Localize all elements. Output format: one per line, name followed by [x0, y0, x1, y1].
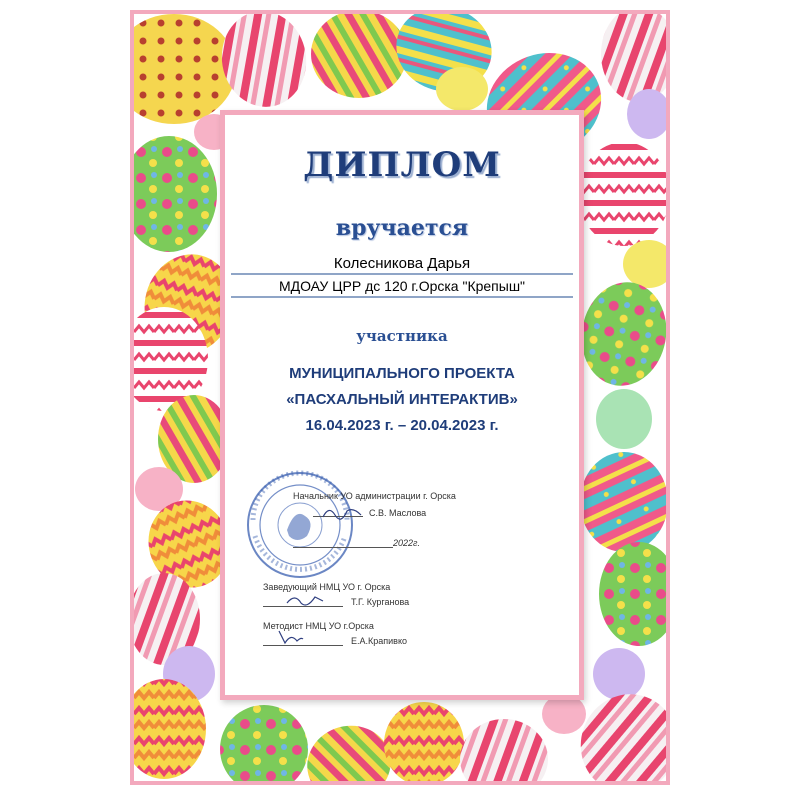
project-line-1: МУНИЦИПАЛЬНОГО ПРОЕКТА: [289, 365, 515, 382]
name-underline: [231, 273, 573, 275]
diploma-sheet: [130, 10, 670, 785]
participant-label: участника: [356, 327, 448, 345]
signature-1-role: Начальник УО администрации г. Орска: [293, 491, 456, 501]
signature-date: 2022г.: [393, 538, 420, 548]
recipient-name: Колесникова Дарья: [333, 255, 471, 272]
diploma-inner-panel: [220, 110, 584, 700]
signature-date-line: [293, 547, 393, 548]
signature-1-scribble: [321, 503, 365, 523]
project-line-2: «ПАСХАЛЬНЫЙ ИНТЕРАКТИВ»: [286, 391, 518, 408]
diploma-title: ДИПЛОМ: [303, 145, 501, 185]
signature-3-role: Методист НМЦ УО г.Орска: [263, 621, 374, 631]
organization-underline: [231, 296, 573, 298]
signature-3-name: Е.А.Крапивко: [351, 636, 407, 646]
signature-3-scribble: [275, 627, 305, 647]
official-stamp-icon: [245, 470, 355, 580]
signature-2-role: Заведующий НМЦ УО г. Орска: [263, 582, 391, 592]
project-dates: 16.04.2023 г. – 20.04.2023 г.: [305, 417, 499, 434]
signature-2-scribble: [285, 591, 325, 609]
signature-1-name: С.В. Маслова: [369, 508, 427, 518]
signature-2-name: Т.Г. Курганова: [351, 597, 410, 607]
awarded-label: вручается: [335, 215, 469, 241]
recipient-organization: МДОАУ ЦРР дс 120 г.Орска "Крепыш": [278, 278, 526, 294]
